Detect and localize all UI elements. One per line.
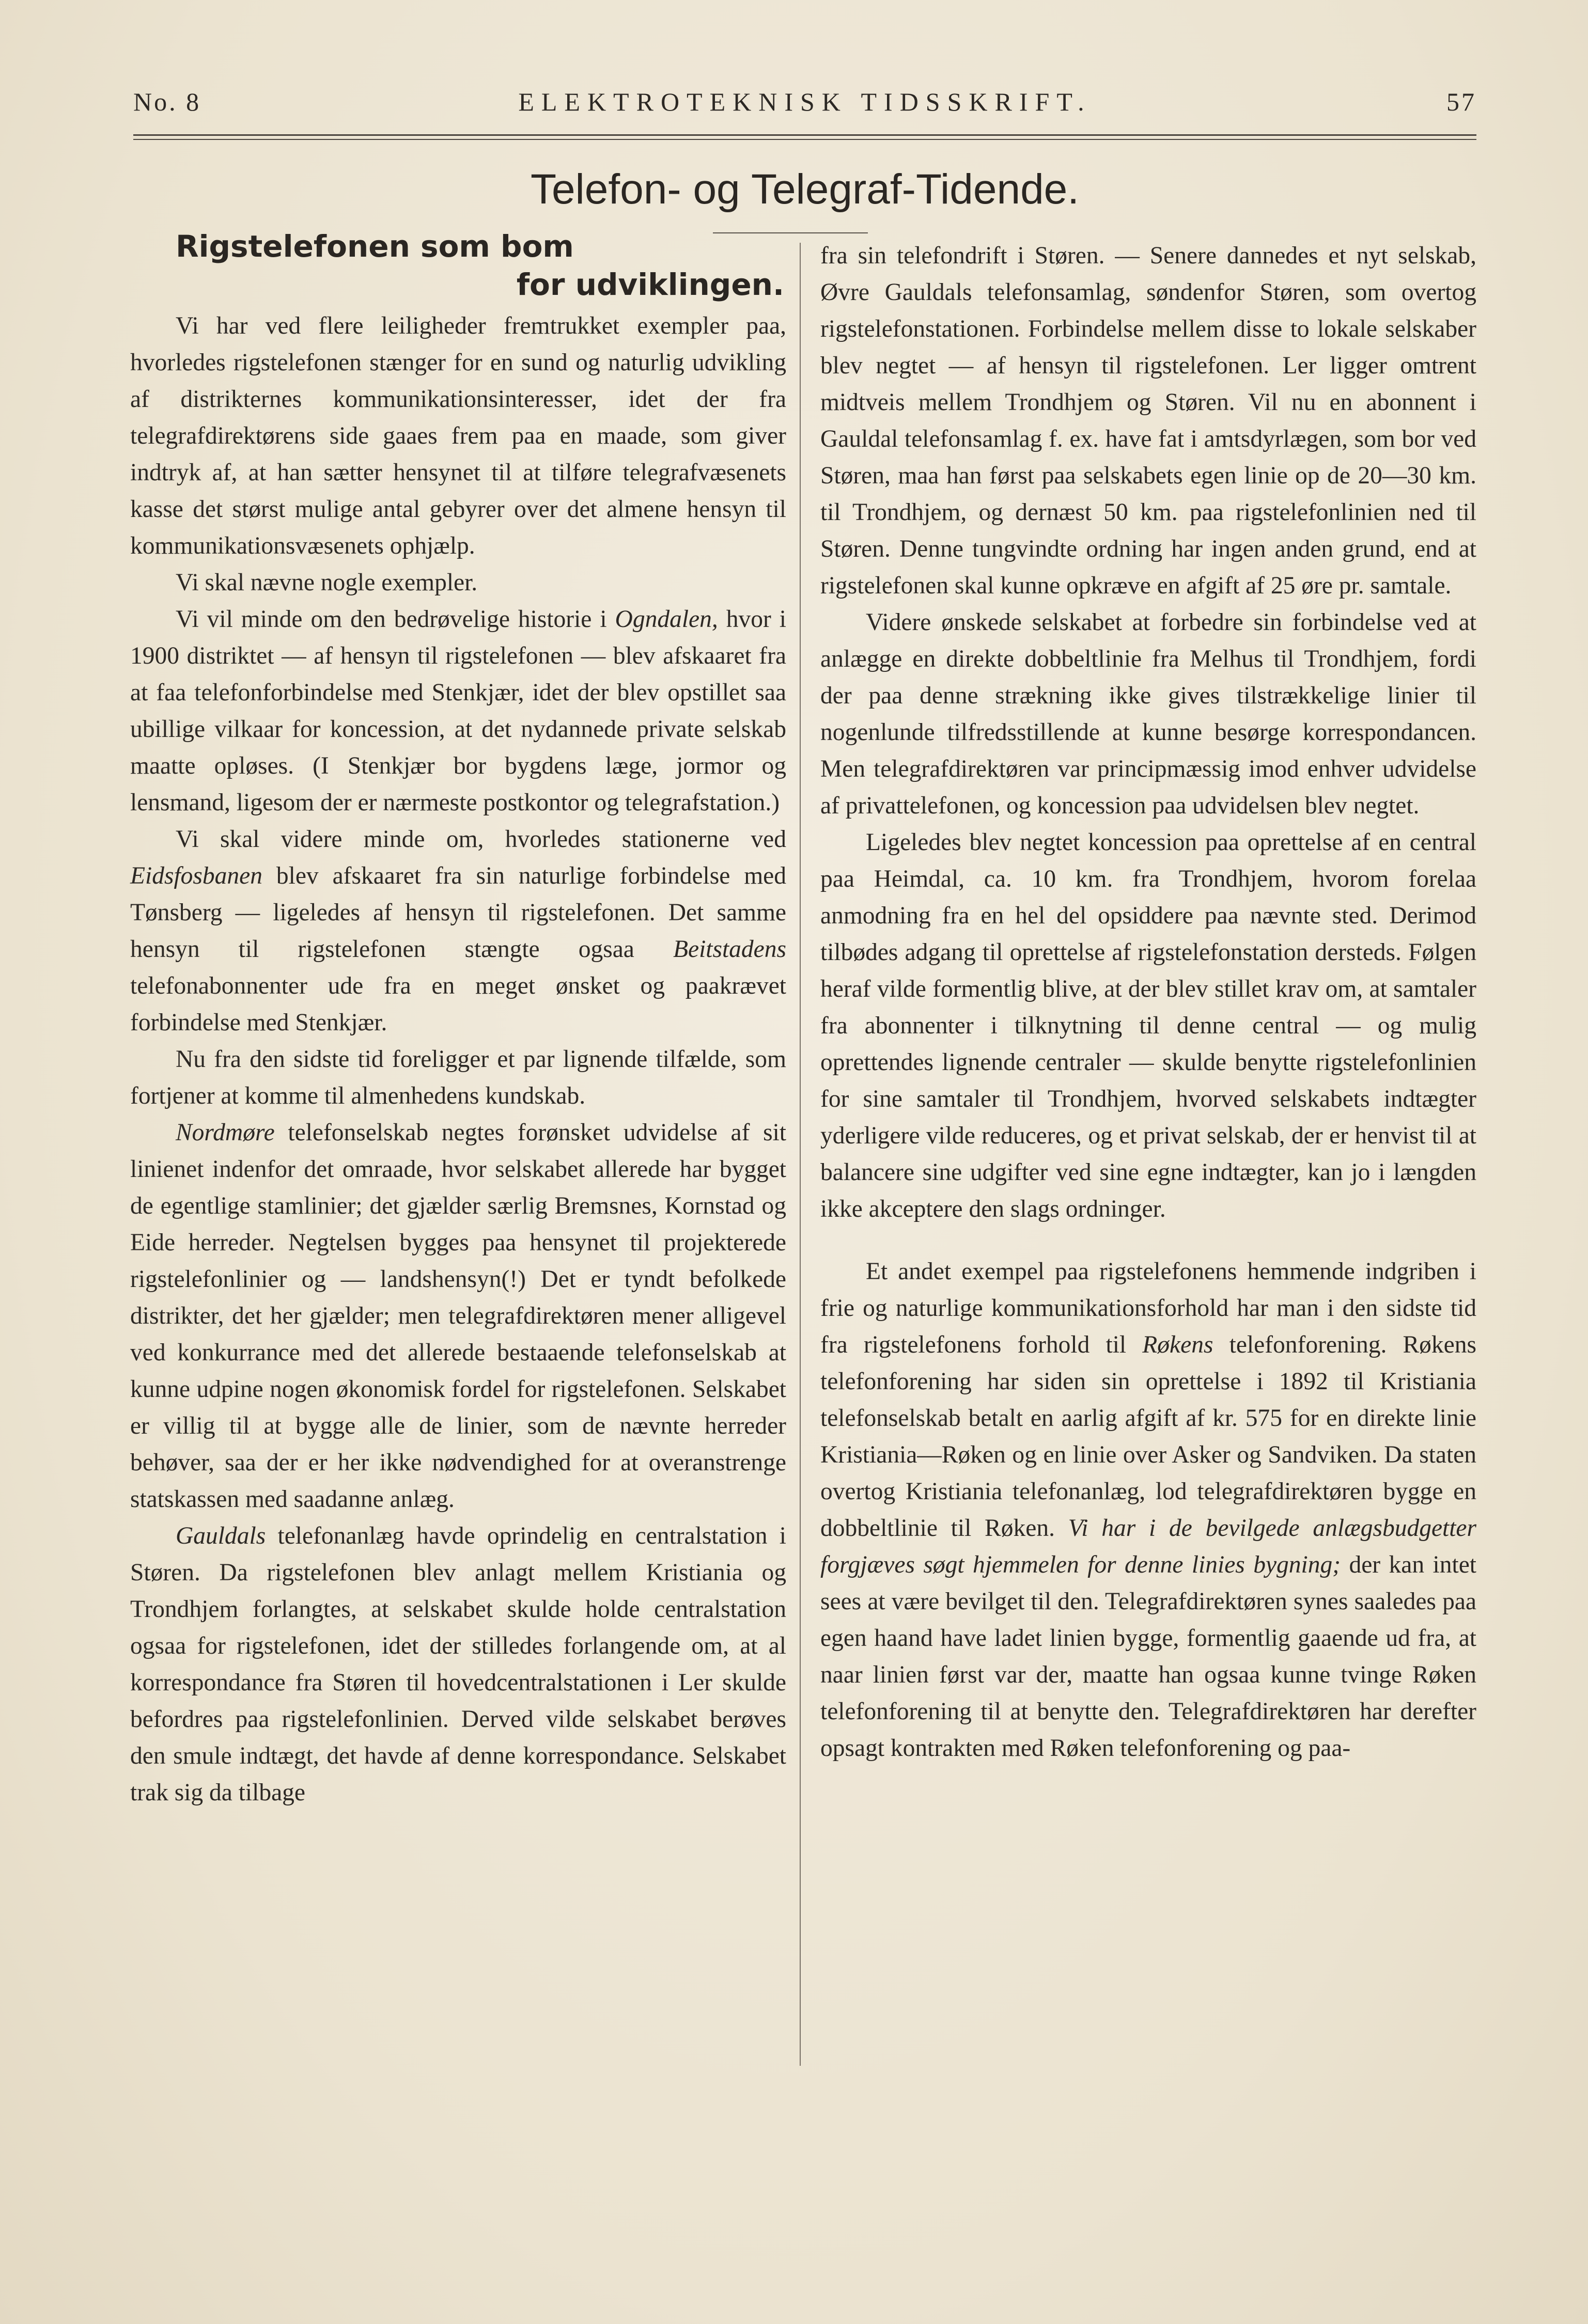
column-divider (800, 243, 801, 2066)
paragraph: Vi har ved flere leiligheder fremtrukket exempler paa, hvorledes rigstelefonen stænger for en sund og naturlig udvikling af distrikternes kommunikationsinteresser, idet der fra telegrafdirektørens side gaaes frem paa en maade, som giver indtryk af, at han sætter hensynet til at tilføre telegrafvæsenets kasse det størst mulige antal gebyrer over det almene hensyn til kommunikationsvæsenets ophjælp. (130, 312, 786, 559)
right-column (820, 238, 1476, 1767)
place-name: Ogndalen, (615, 606, 718, 633)
left-column (130, 227, 786, 1811)
journal-title: ELEKTROTEKNISK TIDSSKRIFT. (518, 87, 1092, 116)
place-name: Eidsfosbanen (130, 862, 262, 889)
running-head (133, 77, 1476, 124)
paragraph: Nu fra den sidste tid foreligger et par lignende tilfælde, som fortjener at komme til almenhedens kundskab. (130, 1046, 786, 1109)
paragraph: Videre ønskede selskabet at forbedre sin forbindelse ved at anlægge en direkte dobbeltlinie fra Melhus til Trondhjem, fordi der paa denne strækning ikke gives tilstrækkelige linier til nogenlunde tilfredsstillende at kunne besørge korrespondancen. Men telegrafdirektøren var principmæssig imod enhver udvidelse af privattelefonen, og koncession paa udvidelsen blev negtet. (820, 609, 1476, 819)
place-name: Gauldals (176, 1522, 266, 1549)
paragraph: Vi vil minde om den bedrøvelige historie i Ogndalen, hvor i 1900 distriktet — af hensyn til rigstelefonen — blev afskaaret fra at faa telefonforbindelse med Stenkjær, idet der blev opstillet saa ubillige vilkaar for koncession, at det nydannede private selskab maatte opløses. (I Stenkjær bor bygdens læge, jormor og lensmand, ligesom der er nærmeste postkontor og telegrafstation.) (130, 606, 786, 816)
section-title: Telefon- og Telegraf-Tidende. (530, 166, 1080, 213)
article-title (130, 227, 786, 304)
place-name: Røkens (1142, 1331, 1213, 1358)
article-title-line-2: for udviklingen. (516, 267, 784, 302)
paragraph: Et andet exempel paa rigstelefonens hemmende indgriben i frie og naturlige kommunikationsforhold har man i den sidste tid fra rigstelefonens forhold til Røkens telefonforening. Røkens telefonforening har siden sin oprettelse i 1892 til Kristiania telefonselskab betalt en aarlig afgift af kr. 575 for en direkte linie Kristiania—Røken og en linie over Asker og Sandviken. Da staten overtog Kristiania telefonanlæg, lod telegrafdirektøren bygge en dobbeltlinie til Røken. Vi har i de bevilgede anlægsbudgetter forgjæves søgt hjemmelen for denne linies bygning; der kan intet sees at være bevilget til den. Telegrafdirektøren synes saaledes paa egen haand have ladet linien bygge, formentlig gaaende ud fra, at naar linien først var der, maatte han ogsaa kunne tvinge Røken telefonforening til at benytte den. Telegrafdirektøren har derefter opsagt kontrakten med Røken telefonforening og paa- (820, 1258, 1476, 1762)
place-name: Nordmøre (176, 1119, 275, 1146)
paragraph: Vi skal nævne nogle exempler. (176, 569, 478, 596)
paragraph: Vi skal videre minde om, hvorledes stationerne ved Eidsfosbanen blev afskaaret fra sin naturlige forbindelse med Tønsberg — ligeledes af hensyn til rigstelefonen. Det samme hensyn til rigstelefonen stængte ogsaa Beitstadens telefonabonnenter ude fra en meget ønsket og paakrævet forbindelse med Stenkjær. (130, 826, 786, 1036)
emphasized-text: Vi har i de bevilgede anlægsbudgetter forgjæves søgt hjemmelen for denne linies bygning; (820, 1515, 1476, 1578)
issue-number: No. 8 (133, 87, 201, 116)
paragraph: Nordmøre telefonselskab negtes forønsket udvidelse af sit linienet indenfor det omraade, hvor selskabet allerede har bygget de egentlige stamlinier; det gjælder særlig Bremsnes, Kornstad og Eide herreder. Negtelsen bygges paa hensynet til projekterede rigstelefonlinier og — landshensyn(!) Det er tyndt befolkede distrikter, det her gjælder; men telegrafdirektøren mener alligevel ved konkurrance med det allerede bestaaende telefonselskab at kunne udpine nogen økonomisk fordel for rigstelefonen. Selskabet er villig til at bygge alle de linier, som de nævnte herreder behøver, saa der er her ikke nødvendighed for at overanstrenge statskassen med saadanne anlæg. (130, 1119, 786, 1513)
paragraph: fra sin telefondrift i Støren. — Senere dannedes et nyt selskab, Øvre Gauldals telefonsamlag, søndenfor Støren, som overtog rigstelefonstationen. Forbindelse mellem disse to lokale selskaber blev negtet — af hensyn til rigstelefonen. Ler ligger omtrent midtveis mellem Trondhjem og Støren. Vil nu en abonnent i Gauldal telefonsamlag f. ex. have fat i amtsdyrlægen, som bor ved Støren, maa han først paa selskabets egen linie op de 20—30 km. til Trondhjem, og dernæst 50 km. paa rigstelefonlinien ned til Støren. Denne tungvindte ordning har ingen anden grund, end at rigstelefonen skal kunne opkræve en afgift af 25 øre pr. samtale. (820, 242, 1476, 599)
page-number: 57 (1446, 87, 1476, 116)
place-name: Beitstadens (673, 936, 786, 963)
paragraph: Ligeledes blev negtet koncession paa oprettelse af en central paa Heimdal, ca. 10 km. fra Trondhjem, hvorom forelaa anmodning fra en hel del opsiddere paa nævnte sted. Derimod tilbødes adgang til oprettelse af rigstelefonstation dersteds. Følgen heraf vilde formentlig blive, at der blev stillet krav om, at samtaler fra abonnenter i tilknytning til denne central — og mulig oprettendes lignende centraler — skulde benytte rigstelefonlinien for sine samtaler til Trondhjem, hvorved selskabets indtægter yderligere vilde reduceres, og et privat selskab, der er henvist til at balancere sine udgifter ved sine egne indtægter, kan jo i længden ikke akceptere den slags ordninger. (820, 829, 1476, 1222)
paragraph: Gauldals telefonanlæg havde oprindelig en centralstation i Støren. Da rigstelefonen blev anlagt mellem Kristiania og Trondhjem forlangtes, at selskabet skulde holde centralstation ogsaa for rigstelefonen, idet der stilledes forlangende om, at al korrespondance fra Støren til hovedcentralstationen i Ler skulde befordres paa rigstelefonlinien. Derved vilde selskabet berøves den smule indtægt, det havde af denne korrespondance. Selskabet trak sig da tilbage (130, 1522, 786, 1806)
header-rule (133, 134, 1476, 140)
article-title-line-1: Rigstelefonen som bom (176, 229, 574, 264)
